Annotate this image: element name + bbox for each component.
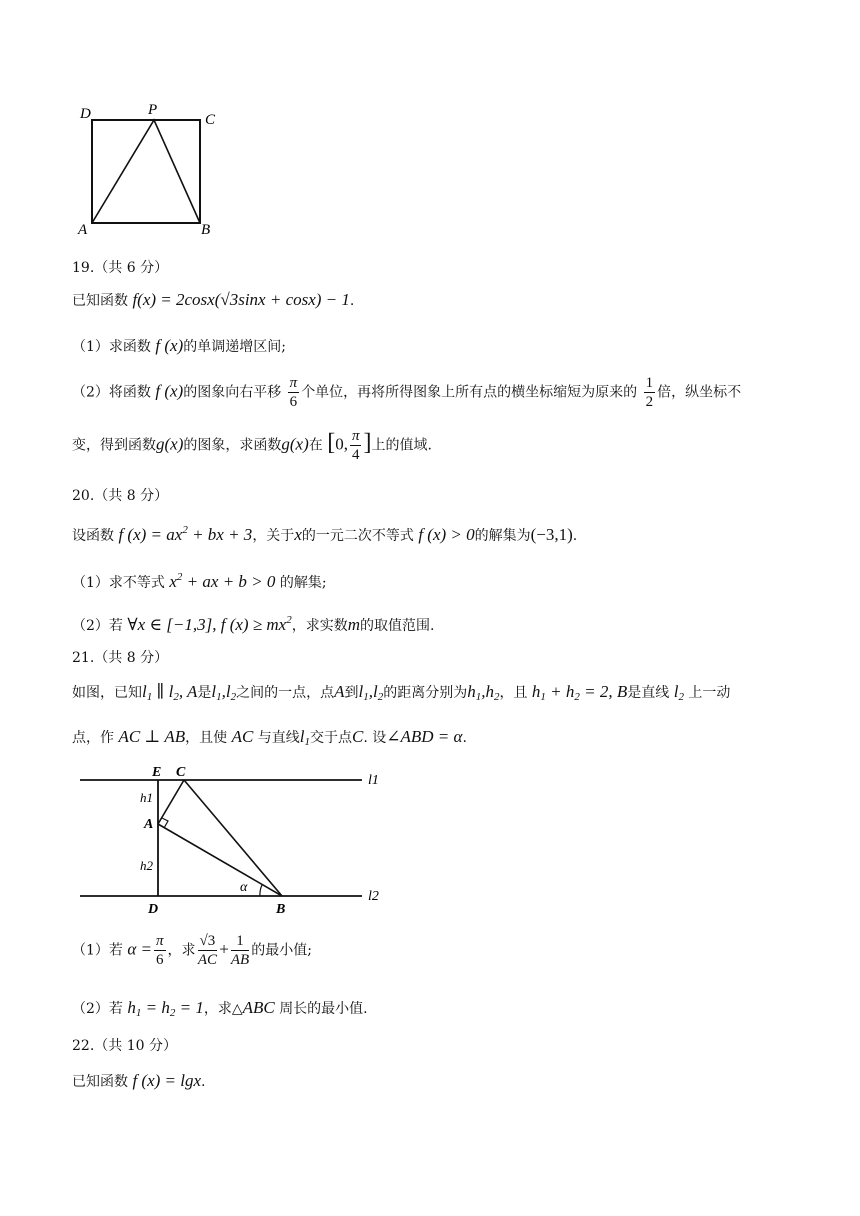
q21-part1: （1）若 α = $\frac{\pi}{6}$ ，求 $\frac{√3}{AC}$ + $\frac{1}{AB}$ 的最小值; xyxy=(72,933,312,968)
label-h2: h2 xyxy=(140,858,153,873)
square-figure xyxy=(74,100,234,240)
label-e: E xyxy=(152,765,162,780)
q19-part1: （1）求函数 f (x)的单调递增区间; xyxy=(72,336,286,355)
q20-part1: （1）求不等式 $x^2$ + ax + b > 0 的解集; xyxy=(72,571,327,591)
q22-heading: 22.（共 10 分） xyxy=(72,1038,177,1054)
label-p: P xyxy=(148,102,158,118)
q21-part2: （2）若 $h_1 = h_2 = 1$，求△ABC 周长的最小值. xyxy=(72,998,368,1019)
q19-heading: 19.（共 6 分） xyxy=(72,260,169,276)
q21-intro-line1: 如图，已知$l_1$ ∥ $l_2$, A是$l_1,l_2$之间的一点，点A到$l_1,l_2$的距离分别为$h_1,h_2$，且 $h_1 + h_2 = 2$, B是直线 $l_2$ 上一动 xyxy=(72,682,731,703)
label-c2: C xyxy=(176,765,186,780)
q20-part2: （2）若 ∀x ∈ [−1,3], f $(x) \ge mx^2$，求实数m的取值范围. xyxy=(72,614,435,634)
q20-heading: 20.（共 8 分） xyxy=(72,488,169,504)
q19-part2-line2: 变，得到函数g(x)的图象，求函数g(x)在 [0, $\frac{\pi}{4}$ ]上的值域. xyxy=(72,428,432,463)
label-a: A xyxy=(78,222,88,238)
label-h1: h1 xyxy=(140,790,153,805)
label-d: D xyxy=(80,106,91,122)
q19-part2-line1: （2）将函数 f (x)的图象向右平移 $\frac{\pi}{6}$ 个单位，再将所得图象上所有点的横坐标缩短为原来的 $\frac{1}{2}$ 倍，纵坐标不 xyxy=(72,375,742,410)
q19-formula: f(x) = 2cosx(√3sinx + cosx) − 1 xyxy=(132,290,350,309)
q21-intro-line2: 点，作 AC ⊥ AB，且使 AC 与直线$l_1$交于点C. 设∠ABD = α. xyxy=(72,727,467,748)
label-a2: A xyxy=(144,817,154,832)
label-l1: l1 xyxy=(368,773,379,788)
label-b: B xyxy=(201,222,211,238)
q20-intro: 设函数 f $(x) = ax^2$ + bx + 3，关于x的一元二次不等式 f (x) > 0的解集为(−3,1). xyxy=(72,524,578,544)
label-l2: l2 xyxy=(368,889,379,904)
label-d2: D xyxy=(148,902,159,917)
q22-intro: 已知函数 f (x) = lgx. xyxy=(72,1071,206,1090)
label-alpha: α xyxy=(240,880,248,895)
q21-heading: 21.（共 8 分） xyxy=(72,650,169,666)
label-c: C xyxy=(205,112,216,128)
label-b2: B xyxy=(276,902,286,917)
parallel-lines-figure xyxy=(72,760,392,920)
q19-intro: 已知函数 f(x) = 2cosx(√3sinx + cosx) − 1. xyxy=(72,290,355,309)
